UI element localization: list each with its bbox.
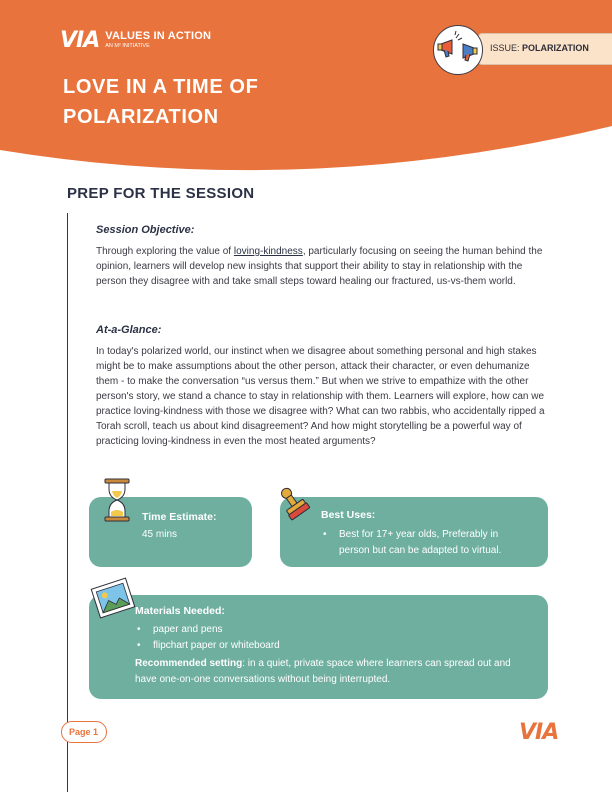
brand-name: VALUES IN ACTION xyxy=(105,30,212,43)
issue-topic: POLARIZATION xyxy=(522,43,589,53)
hourglass-icon xyxy=(102,477,132,523)
best-uses-card xyxy=(280,497,548,567)
recommended-setting-label: Recommended setting xyxy=(135,658,243,669)
materials-title: Materials Needed: xyxy=(135,605,225,617)
picture-icon xyxy=(89,575,137,621)
page-title-line-2: POLARIZATION xyxy=(63,106,219,128)
left-rule xyxy=(67,213,68,792)
materials-list xyxy=(135,622,280,654)
objective-heading: Session Objective: xyxy=(96,224,195,236)
objective-text xyxy=(96,244,546,289)
best-uses-list xyxy=(321,527,531,559)
page-title-line-1: LOVE IN A TIME OF xyxy=(63,76,259,98)
page-number-badge xyxy=(61,721,107,743)
glance-text: In today's polarized world, our instinct when we disagree about something personal and high stakes might be to make assumptions about the other person, attack their character, or even dehumanize them - to make the conversation “us versus them.” But when we strive to empathize with the other person's story, we stand a chance to stay in relationship with them. Learners will explore, how can we practice loving-kindness with those we disagree with? What can two rabbis, who accidentally ripped a Torah scroll, teach us about kind disagreement? And how might storytelling be a powerful way of practicing loving-kindness in even the most heated arguments? xyxy=(96,346,545,447)
time-estimate-value: 45 mins xyxy=(142,529,178,540)
brand-tagline: AN M² INITIATIVE xyxy=(105,43,150,50)
stamp-icon xyxy=(275,485,313,523)
materials-item: • flipchart paper or whiteboard xyxy=(135,638,280,654)
issue-label: ISSUE: xyxy=(490,43,520,53)
glance-heading: At-a-Glance: xyxy=(96,324,162,336)
megaphones-icon xyxy=(434,26,481,73)
best-uses-title: Best Uses: xyxy=(321,509,376,521)
materials-item: • paper and pens xyxy=(135,622,280,638)
brand-logo-text xyxy=(105,31,211,50)
footer-logo[interactable]: VIA xyxy=(519,720,559,745)
objective-text-after: , particularly focusing on seeing the human behind the opinion, learners will develop new insights that support their ability to stay in relationship with the person they disagree with and take small steps toward healing our fractured, us-vs-them world. xyxy=(96,246,543,287)
materials-card xyxy=(89,595,548,699)
time-estimate-title: Time Estimate: xyxy=(142,511,217,523)
page-title xyxy=(63,72,258,132)
brand-logo-mark: VIA xyxy=(60,28,100,53)
page-number: Page 1 xyxy=(69,727,99,737)
loving-kindness-link[interactable]: loving-kindness xyxy=(233,246,303,257)
issue-tag-text xyxy=(490,43,589,53)
recommended-setting xyxy=(135,656,535,688)
best-uses-item: • Best for 17+ year olds, Preferably in person but can be adapted to virtual. xyxy=(321,527,531,559)
objective-text-before: Through exploring the value of xyxy=(96,246,234,257)
brand-logo[interactable] xyxy=(60,28,211,53)
issue-icon-circle xyxy=(433,25,483,75)
recommended-setting-text: : in a quiet, private space where learners can spread out and have one-on-one conversations without being interrupted. xyxy=(135,658,511,685)
section-title: PREP FOR THE SESSION xyxy=(67,185,255,202)
